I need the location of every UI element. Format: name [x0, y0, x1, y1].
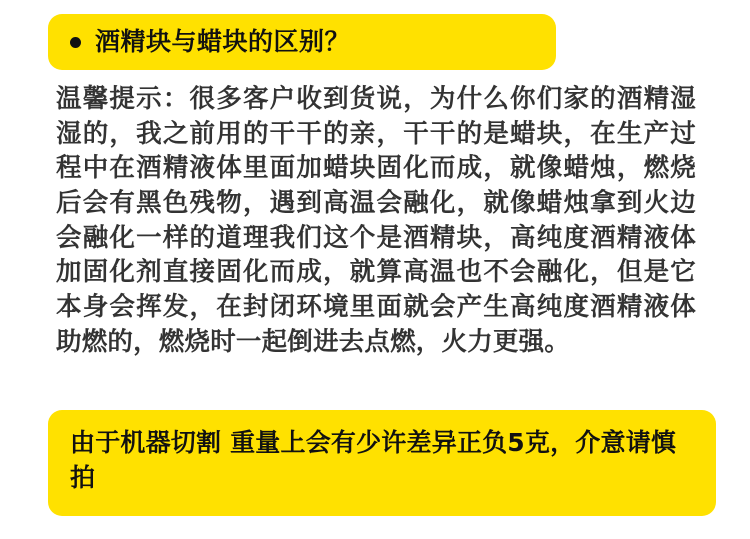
footer-notice-banner [48, 410, 716, 516]
footer-notice-text: 由于机器切割 重量上会有少许差异正负5克，介意请慎拍 [70, 428, 677, 492]
page-title: 酒精块与蜡块的区别？ [95, 27, 351, 56]
title-banner [48, 14, 556, 70]
bullet-dot-icon [70, 37, 81, 48]
body-paragraph: 温馨提示：很多客户收到货说，为什么你们家的酒精湿湿的，我之前用的干干的亲，干干的是蜡块，在生产过程中在酒精液体里面加蜡块固化而成，就像蜡烛，燃烧后会有黑色残物，遇到高温会融化，就像蜡烛拿到火边会融化一样的道理我们这个是酒精块，高纯度酒精液体加固化剂直接固化而成，就算高温也不会融化，但是它本身会挥发，在封闭环境里面就会产生高纯度酒精液体助燃的，燃烧时一起倒进去点燃，火力更强。 [56, 84, 696, 357]
